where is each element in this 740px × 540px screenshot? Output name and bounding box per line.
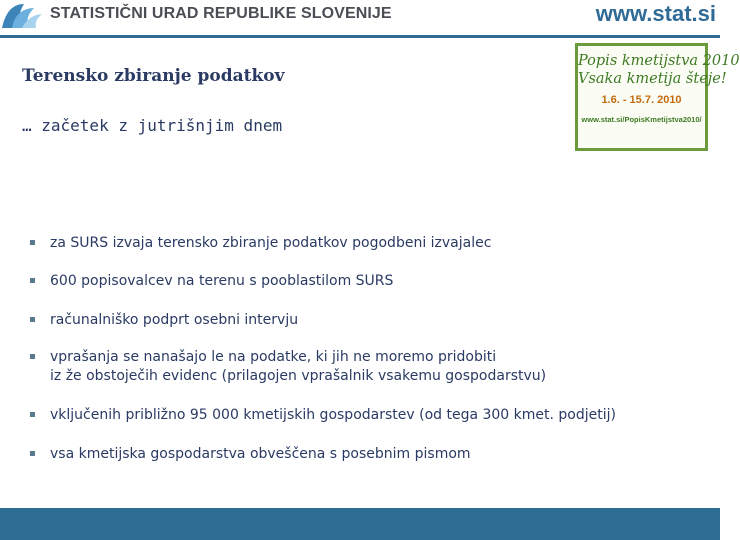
bullet-text: računalniško podprt osebni intervju xyxy=(50,312,299,328)
bullet-text: vsa kmetijska gospodarstva obveščena s posebnim pismom xyxy=(50,446,471,462)
poster-slogan: Vsaka kmetija šteje! xyxy=(578,71,727,87)
slide-title: Terensko zbiranje podatkov xyxy=(22,66,285,86)
bullet-marker xyxy=(30,412,35,417)
header xyxy=(0,0,720,38)
poster-dates: 1.6. - 15.7. 2010 xyxy=(601,94,682,106)
org-name: STATISTIČNI URAD REPUBLIKE SLOVENIJE xyxy=(50,5,392,22)
bullet-text: vprašanja se nanašajo le na podatke, ki jih ne moremo pridobiti xyxy=(50,349,497,365)
bullet-text: vključenih približno 95 000 kmetijskih gospodarstev (od tega 300 kmet. podjetij) xyxy=(50,407,616,423)
census-poster xyxy=(575,43,740,151)
bullet-marker xyxy=(30,278,35,283)
slide-subtitle: … začetek z jutrišnjim dnem xyxy=(22,116,283,135)
bullet-marker xyxy=(30,451,35,456)
poster-headline: Popis kmetijstva 2010 xyxy=(578,53,740,69)
bullet-text: iz že obstoječih evidenc (prilagojen vprašalnik vsakemu gospodarstvu) xyxy=(50,368,547,384)
bullet-marker xyxy=(30,317,35,322)
site-url[interactable]: www.stat.si xyxy=(595,1,716,26)
bullet-marker xyxy=(30,240,35,245)
bullet-text: za SURS izvaja terensko zbiranje podatkov pogodbeni izvajalec xyxy=(50,235,492,251)
surs-logo-icon xyxy=(0,0,46,30)
footer-bar xyxy=(0,508,720,540)
bullet-text: 600 popisovalcev na terenu s pooblastilom SURS xyxy=(50,273,394,289)
poster-url: www.stat.si/PopisKmetijstva2010/ xyxy=(581,115,702,124)
bullet-marker xyxy=(30,354,35,359)
header-rule xyxy=(0,35,720,38)
